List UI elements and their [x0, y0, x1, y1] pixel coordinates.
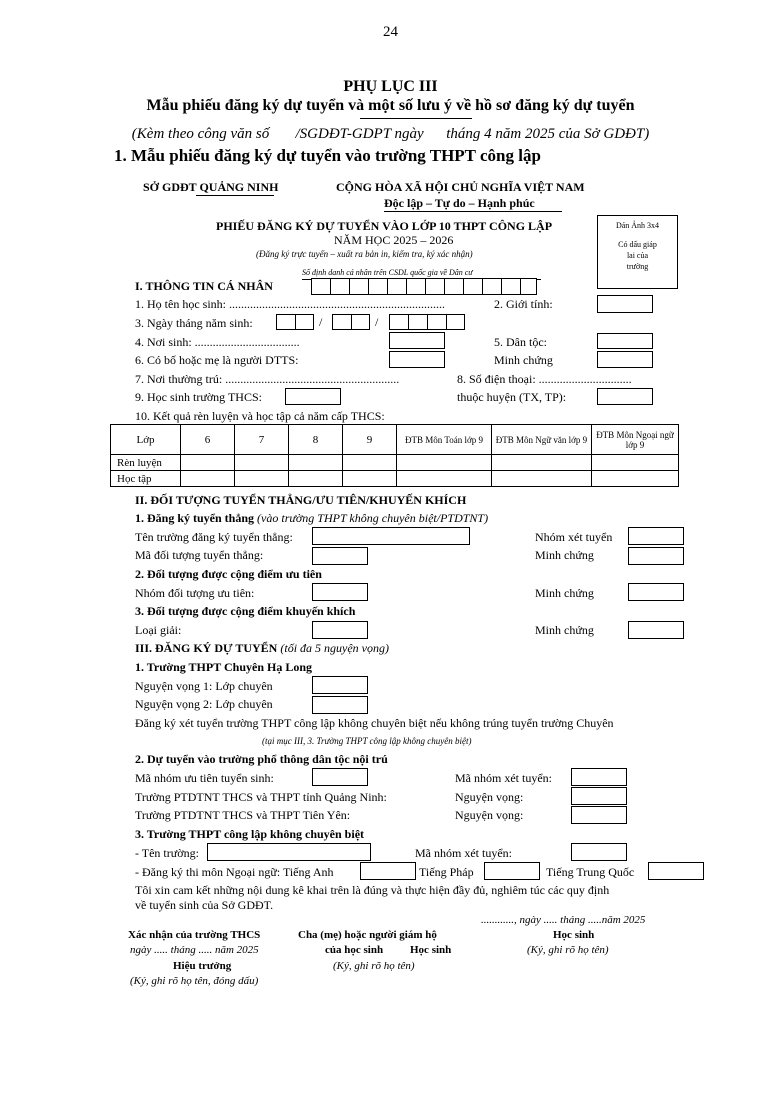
dob-separator-2: /: [375, 315, 379, 329]
gender-field[interactable]: [597, 295, 653, 313]
group-code2-field[interactable]: [571, 843, 627, 861]
dob-month-field[interactable]: [332, 314, 370, 330]
ethnic-boarding-title: 2. Dự tuyển vào trường phổ thông dân tộc nội trú: [135, 752, 388, 766]
grade-cell[interactable]: [592, 471, 679, 487]
form-note: (Đăng ký trực tuyến – xuất ra bản in, kiểm tra, ký xác nhận): [256, 249, 473, 259]
page-number: 24: [383, 24, 398, 40]
direct-school-label: Tên trường đăng ký tuyển thẳng:: [135, 530, 293, 544]
student-signature-note: (Ký, ghi rõ họ tên): [527, 944, 609, 956]
table-header-cell: Lớp: [111, 425, 181, 455]
school-year: NĂM HỌC 2025 – 2026: [334, 233, 454, 247]
school-confirm-date: ngày ..... tháng ..... năm 2025: [130, 944, 259, 956]
school-field[interactable]: [285, 388, 341, 405]
chinese-label: Tiếng Trung Quốc: [546, 865, 635, 879]
award-label: Loại giải:: [135, 623, 182, 637]
results-label: 10. Kết quả rèn luyện và học tập cả năm cấp THCS:: [135, 409, 385, 423]
grade-cell[interactable]: [289, 471, 343, 487]
grade-cell[interactable]: [289, 455, 343, 471]
dtts-label: 6. Có bố hoặc mẹ là người DTTS:: [135, 353, 299, 367]
dtts-evidence-field[interactable]: [597, 351, 653, 368]
wish2-label: Nguyện vọng 2: Lớp chuyên: [135, 697, 273, 711]
photo-box[interactable]: Dán Ảnh 3x4 Có dấu giáp lai của trường: [597, 215, 678, 289]
country-name: CỘNG HÒA XÃ HỘI CHỦ NGHĨA VIỆT NAM: [336, 180, 585, 194]
grade-cell[interactable]: [492, 455, 592, 471]
part3-note: (tối đa 5 nguyện vọng): [280, 641, 389, 655]
admission-group-label: Nhóm xét tuyển: [535, 530, 613, 544]
part1-heading: I. THÔNG TIN CÁ NHÂN: [135, 279, 273, 293]
part3-heading: III. ĐĂNG KÝ DỰ TUYỂN: [135, 641, 278, 655]
residence-label: 7. Nơi thường trú: ..........................................................: [135, 372, 400, 386]
grade-cell[interactable]: [343, 455, 397, 471]
dtts-field[interactable]: [389, 351, 445, 368]
grade-cell[interactable]: [235, 455, 289, 471]
ptdtnt-tien-yen-label: Trường PTDTNT THCS và THPT Tiên Yên:: [135, 808, 351, 822]
french-checkbox[interactable]: [484, 862, 540, 880]
priority-title: 2. Đối tượng được cộng điểm ưu tiên: [135, 567, 322, 581]
group-code-field[interactable]: [571, 768, 627, 786]
pledge-text-2: về tuyển sinh của Sở GDĐT.: [135, 898, 274, 912]
form-title: PHIẾU ĐĂNG KÝ DỰ TUYỂN VÀO LỚP 10 THPT CÔNG LẬP: [216, 219, 553, 233]
dob-day-field[interactable]: [276, 314, 314, 330]
motto: Độc lập – Tự do – Hạnh phúc: [384, 196, 535, 210]
priority-code-field[interactable]: [312, 768, 368, 786]
school-name-label: - Tên trường:: [135, 846, 199, 860]
id-label: Số định danh cá nhân trên CSDL quốc gia về Dân cư: [302, 268, 473, 277]
district-label: thuộc huyện (TX, TP):: [457, 390, 567, 404]
direct-admission-title: 1. Đăng ký tuyển thẳng: [135, 511, 255, 525]
school-label: 9. Học sinh trường THCS:: [135, 390, 262, 404]
table-header-cell: ĐTB Môn Ngữ văn lớp 9: [492, 425, 592, 455]
birthplace-code-field[interactable]: [389, 332, 445, 349]
subtitle-underline: [360, 118, 472, 119]
table-header-row: [111, 425, 679, 455]
table-row: [111, 455, 679, 471]
chinese-checkbox[interactable]: [648, 862, 704, 880]
ptdtnt-quang-ninh-label: Trường PTDTNT THCS và THPT tỉnh Quảng Ninh:: [135, 790, 387, 804]
motto-underline: [384, 211, 562, 212]
dob-separator-1: /: [319, 315, 323, 329]
direct-code-label: Mã đối tượng tuyển thẳng:: [135, 548, 264, 562]
department-name: SỞ GDĐT QUẢNG NINH: [143, 180, 279, 194]
grade-cell[interactable]: [181, 471, 235, 487]
dtts-evidence-label: Minh chứng: [494, 353, 553, 367]
school-confirm-title: Xác nhận của trường THCS: [128, 929, 261, 941]
part2-heading: II. ĐỐI TƯỢNG TUYỂN THẲNG/ƯU TIÊN/KHUYẾN KHÍCH: [135, 493, 467, 507]
public-school-title: 3. Trường THPT công lập không chuyên biệt: [135, 827, 365, 841]
wish-ty-label: Nguyện vọng:: [455, 808, 524, 822]
grade-cell[interactable]: [181, 455, 235, 471]
student-name-label: 1. Họ tên học sinh: ........................................................................: [135, 297, 445, 311]
direct-code-field[interactable]: [312, 547, 368, 565]
row-label: Rèn luyện: [111, 455, 181, 471]
wish-ty-field[interactable]: [571, 806, 627, 824]
grade-cell[interactable]: [343, 471, 397, 487]
priority-code-label: Mã nhóm ưu tiên tuyển sinh:: [135, 771, 274, 785]
wish-qn-label: Nguyện vọng:: [455, 790, 524, 804]
reference-note: (Kèm theo công văn số /SGDĐT-GDPT ngày tháng 4 năm 2025 của Sở GDĐT): [131, 126, 650, 142]
grade-cell[interactable]: [492, 471, 592, 487]
department-underline: [196, 195, 274, 196]
student-signature-title: Học sinh: [553, 929, 595, 941]
priority-group-label: Nhóm đối tượng ưu tiên:: [135, 586, 255, 600]
wish2-field[interactable]: [312, 696, 368, 714]
parent-note: (Ký, ghi rõ họ tên): [333, 960, 415, 972]
appendix-subtitle: Mẫu phiếu đăng ký dự tuyển và một số lưu ý về hồ sơ đăng ký dự tuyển: [146, 97, 635, 114]
grade-cell[interactable]: [235, 471, 289, 487]
wish1-label: Nguyện vọng 1: Lớp chuyên: [135, 679, 273, 693]
fallback-label: Đăng ký xét tuyển trường THPT công lập không chuyên biệt nếu không trúng tuyển trường Chuyên: [135, 716, 614, 730]
fallback-note: (tại mục III, 3. Trường THPT công lập không chuyên biệt): [262, 736, 472, 746]
direct-evidence-label: Minh chứng: [535, 548, 594, 562]
priority-evidence-field[interactable]: [628, 583, 684, 601]
wish-qn-field[interactable]: [571, 787, 627, 805]
direct-admission-note: (vào trường THPT không chuyên biệt/PTDTNT): [257, 511, 489, 525]
table-header-cell: 6: [181, 425, 235, 455]
results-table: [110, 424, 679, 487]
parent-title: Cha (mẹ) hoặc người giám hộ: [298, 929, 437, 941]
appendix-title: PHỤ LỤC III: [343, 78, 438, 95]
direct-school-field[interactable]: [312, 527, 470, 545]
group-code-label: Mã nhóm xét tuyển:: [455, 771, 552, 785]
table-header-cell: 8: [289, 425, 343, 455]
table-header-cell: ĐTB Môn Toán lớp 9: [397, 425, 492, 455]
citizen-id-field[interactable]: [311, 278, 537, 295]
student-signature-title-2: Học sinh: [410, 944, 452, 956]
principal-note: (Ký, ghi rõ họ tên, đóng dấu): [130, 975, 259, 987]
grade-cell[interactable]: [592, 455, 679, 471]
award-evidence-label: Minh chứng: [535, 623, 594, 637]
school-name-field[interactable]: [207, 843, 371, 861]
row-label: Học tập: [111, 471, 181, 487]
ethnicity-label: 5. Dân tộc:: [494, 335, 547, 349]
admission-group-field[interactable]: [628, 527, 684, 545]
french-label: Tiếng Pháp: [419, 865, 474, 879]
table-row: [111, 471, 679, 487]
foreign-language-label: - Đăng ký thi môn Ngoại ngữ: Tiếng Anh: [135, 865, 334, 879]
gender-label: 2. Giới tính:: [494, 297, 553, 311]
award-evidence-field[interactable]: [628, 621, 684, 639]
award-field[interactable]: [312, 621, 368, 639]
birthplace-label: 4. Nơi sinh: ...................................: [135, 335, 300, 349]
district-field[interactable]: [597, 388, 653, 405]
ethnicity-field[interactable]: [597, 333, 653, 349]
table-header-cell: ĐTB Môn Ngoại ngữ lớp 9: [592, 425, 679, 455]
parent-title-2: của học sinh: [325, 944, 384, 956]
priority-group-field[interactable]: [312, 583, 368, 601]
specialized-school-title: 1. Trường THPT Chuyên Hạ Long: [135, 660, 313, 674]
direct-evidence-field[interactable]: [628, 547, 684, 565]
phone-label: 8. Số điện thoại: ...............................: [457, 372, 632, 386]
dob-label: 3. Ngày tháng năm sinh:: [135, 316, 253, 330]
wish1-field[interactable]: [312, 676, 368, 694]
grade-cell[interactable]: [397, 471, 492, 487]
english-checkbox[interactable]: [360, 862, 416, 880]
pledge-text: Tôi xin cam kết những nội dung kê khai trên là đúng và thực hiện đầy đủ, nghiêm túc các quy định: [135, 883, 610, 897]
date-line: ............, ngày ..... tháng .....năm 2025: [481, 914, 646, 926]
group-code2-label: Mã nhóm xét tuyển:: [415, 846, 512, 860]
dob-year-field[interactable]: [389, 314, 465, 330]
principal-title: Hiệu trưởng: [173, 960, 232, 972]
section-title: 1. Mẫu phiếu đăng ký dự tuyển vào trường THPT công lập: [114, 146, 541, 165]
table-header-cell: 7: [235, 425, 289, 455]
encouragement-title: 3. Đối tượng được cộng điểm khuyến khích: [135, 604, 356, 618]
table-header-cell: 9: [343, 425, 397, 455]
grade-cell[interactable]: [397, 455, 492, 471]
priority-evidence-label: Minh chứng: [535, 586, 594, 600]
